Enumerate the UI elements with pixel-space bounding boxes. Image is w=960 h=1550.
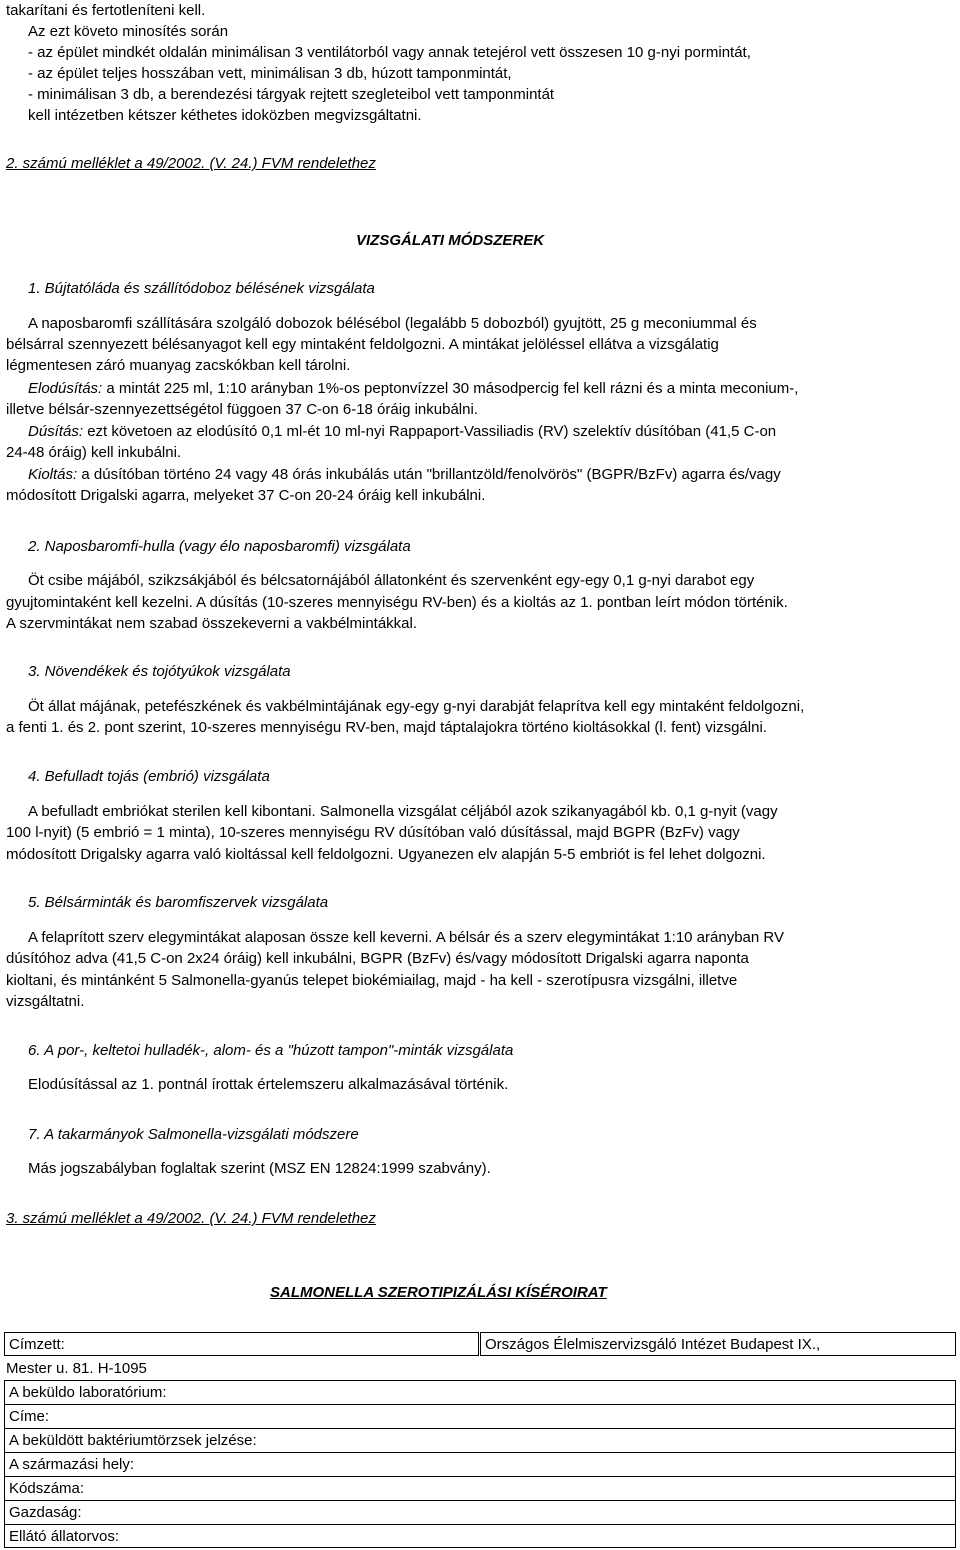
form-row-label: A beküldo laboratórium: bbox=[9, 1384, 167, 1401]
section-4-paragraph-line: 100 l-nyit) (5 embrió = 1 minta), 10-szeres mennyiségu RV dúsítóban való dúsítással, majd BGPR (BzFv) vagy bbox=[6, 824, 740, 841]
table-border bbox=[955, 1380, 956, 1548]
enrichment-label: Dúsítás: bbox=[28, 423, 84, 440]
table-border bbox=[4, 1332, 5, 1356]
section-1-paragraph-line: módosított Drigalski agarra, melyeket 37 C-on 20-24 óráig kell inkubálni. bbox=[6, 487, 486, 504]
table-border bbox=[480, 1332, 481, 1356]
recipient-address: Mester u. 81. H-1095 bbox=[6, 1360, 147, 1377]
section-2-heading: 2. Naposbaromfi-hulla (vagy élo naposbaromfi) vizsgálata bbox=[28, 538, 411, 555]
form-row-label: Címe: bbox=[9, 1408, 50, 1425]
table-border bbox=[4, 1547, 956, 1548]
annex-3-title: 3. számú melléklet a 49/2002. (V. 24.) FVM rendelethez bbox=[6, 1210, 376, 1227]
table-border bbox=[480, 1332, 956, 1333]
section-4-heading: 4. Befulladt tojás (embrió) vizsgálata bbox=[28, 768, 270, 785]
intro-line: - minimálisan 3 db, a berendezési tárgyak rejtett szegleteibol vett tamponmintát bbox=[28, 86, 555, 103]
section-6-heading: 6. A por-, keltetoi hulladék-, alom- és a "húzott tampon"-minták vizsgálata bbox=[28, 1042, 514, 1059]
recipient-label: Címzett: bbox=[9, 1336, 65, 1353]
intro-line: - az épület teljes hosszában vett, minimálisan 3 db, húzott tamponmintát, bbox=[28, 65, 512, 82]
section-1-heading: 1. Bújtatóláda és szállítódoboz bélésének vizsgálata bbox=[28, 280, 375, 297]
form-row-label: Gazdaság: bbox=[9, 1504, 82, 1521]
section-1-paragraph-line: A naposbaromfi szállítására szolgáló dobozok bélésébol (legalább 5 dobozból) gyujtött, 25 g meconiummal és bbox=[28, 315, 757, 332]
plating-text: a dúsítóban történo 24 vagy 48 órás inkubálás után "brillantzöld/fenolvörös" (BGPR/BzFv) agarra és/vagy bbox=[77, 466, 781, 483]
section-7-heading: 7. A takarmányok Salmonella-vizsgálati módszere bbox=[28, 1126, 359, 1143]
methods-title: VIZSGÁLATI MÓDSZEREK bbox=[356, 232, 545, 249]
table-border bbox=[4, 1452, 956, 1453]
form-row-label: A beküldött baktériumtörzsek jelzése: bbox=[9, 1432, 257, 1449]
form-title: SALMONELLA SZEROTIPIZÁLÁSI KÍSÉROIRAT bbox=[270, 1284, 607, 1301]
section-5-heading: 5. Bélsárminták és baromfiszervek vizsgálata bbox=[28, 894, 329, 911]
section-5-paragraph-line: dúsítóhoz adva (41,5 C-on 2x24 óráig) kell inkubálni, BGPR (BzFv) és/vagy módosított Drigalski agarra naponta bbox=[6, 950, 749, 967]
section-1-paragraph-line: 24-48 óráig) kell inkubálni. bbox=[6, 444, 182, 461]
intro-line: Az ezt követo minosítés során bbox=[28, 23, 229, 40]
section-2-paragraph-line: gyujtomintaként kell kezelni. A dúsítás (10-szeres mennyiségu RV-ben) és a kioltás az 1. pontban leírt módon történik. bbox=[6, 594, 788, 611]
table-border bbox=[4, 1476, 956, 1477]
table-border bbox=[4, 1428, 956, 1429]
enrichment-text: ezt követoen az elodúsító 0,1 ml-ét 10 ml-nyi Rappaport-Vassiliadis (RV) szelektív dúsítóban (41,5 C-on bbox=[83, 423, 777, 440]
section-4-paragraph-line: módosított Drigalsky agarra való kioltással kell feldolgozni. Ugyanezen elv alapján 5-5 embriót is fel lehet dolgozni. bbox=[6, 846, 766, 863]
form-row-label: Ellátó állatorvos: bbox=[9, 1528, 120, 1545]
table-border bbox=[4, 1404, 956, 1405]
table-border bbox=[480, 1355, 956, 1356]
section-1-paragraph-line: bélsárral szennyezett bélésanyagot kell egy mintaként feldolgozni. A mintákat jelöléssel ellátva a vizsgálatig bbox=[6, 336, 719, 353]
section-2-paragraph-line: Öt csibe májából, szikzsákjából és bélcsatornájából állatonként és szervenként egy-egy 0,1 g-nyi darabot egy bbox=[28, 572, 755, 589]
section-7-paragraph-line: Más jogszabályban foglaltak szerint (MSZ EN 12824:1999 szabvány). bbox=[28, 1160, 491, 1177]
table-border bbox=[4, 1380, 5, 1548]
section-1-paragraph-line: légmentesen záró muanyag zacskókban kell tárolni. bbox=[6, 357, 351, 374]
table-border bbox=[4, 1380, 956, 1381]
section-3-heading: 3. Növendékek és tojótyúkok vizsgálata bbox=[28, 663, 291, 680]
section-3-paragraph-line: a fenti 1. és 2. pont szerint, 10-szeres mennyiségu RV-ben, majd táptalajokra történo kioltásokkal (l. fent) vizsgálni. bbox=[6, 719, 767, 736]
preenrichment-text: a mintát 225 ml, 1:10 arányban 1%-os peptonvízzel 30 másodpercig fel kell rázni és a minta meconium-, bbox=[102, 380, 799, 397]
table-border bbox=[478, 1332, 479, 1356]
section-6-paragraph-line: Elodúsítással az 1. pontnál írottak értelemszeru alkalmazásával történik. bbox=[28, 1076, 509, 1093]
section-1-paragraph-line: illetve bélsár-szennyezettségétol függoen 37 C-on 6-18 óráig inkubálni. bbox=[6, 401, 478, 418]
table-border bbox=[955, 1332, 956, 1356]
form-row-label: Kódszáma: bbox=[9, 1480, 85, 1497]
table-border bbox=[4, 1355, 478, 1356]
section-3-paragraph-line: Öt állat májának, petefészkének és vakbélmintájának egy-egy g-nyi darabját felaprítva kell egy mintaként feldolgozni, bbox=[28, 698, 805, 715]
section-4-paragraph-line: A befulladt embriókat sterilen kell kibontani. Salmonella vizsgálat céljából azok szikanyagából kb. 0,1 g-nyit (vagy bbox=[28, 803, 778, 820]
annex-2-title: 2. számú melléklet a 49/2002. (V. 24.) FVM rendelethez bbox=[6, 155, 376, 172]
section-5-paragraph-line: kioltani, és mintánként 5 Salmonella-gyanús telepet biokémiailag, majd - ha kell - szerotípusra vizsgálni, illetve bbox=[6, 972, 738, 989]
recipient-value: Országos Élelmiszervizsgáló Intézet Budapest IX., bbox=[485, 1336, 821, 1353]
form-row-label: A származási hely: bbox=[9, 1456, 135, 1473]
table-border bbox=[4, 1500, 956, 1501]
intro-line: kell intézetben kétszer kéthetes idoközben megvizsgáltatni. bbox=[28, 107, 422, 124]
preenrichment-label: Elodúsítás: bbox=[28, 380, 103, 397]
section-5-paragraph-line: vizsgáltatni. bbox=[6, 993, 85, 1010]
table-border bbox=[4, 1524, 956, 1525]
intro-line: - az épület mindkét oldalán minimálisan 3 ventilátorból vagy annak tetejérol vett összesen 10 g-nyi pormintát, bbox=[28, 44, 751, 61]
intro-line: takarítani és fertotleníteni kell. bbox=[6, 2, 206, 19]
table-border bbox=[4, 1332, 478, 1333]
section-5-paragraph-line: A felaprított szerv elegymintákat alaposan össze kell keverni. A bélsár és a szerv elegymintákat 1:10 arányban RV bbox=[28, 929, 784, 946]
plating-label: Kioltás: bbox=[28, 466, 78, 483]
section-2-paragraph-line: A szervmintákat nem szabad összekeverni a vakbélmintákkal. bbox=[6, 615, 418, 632]
